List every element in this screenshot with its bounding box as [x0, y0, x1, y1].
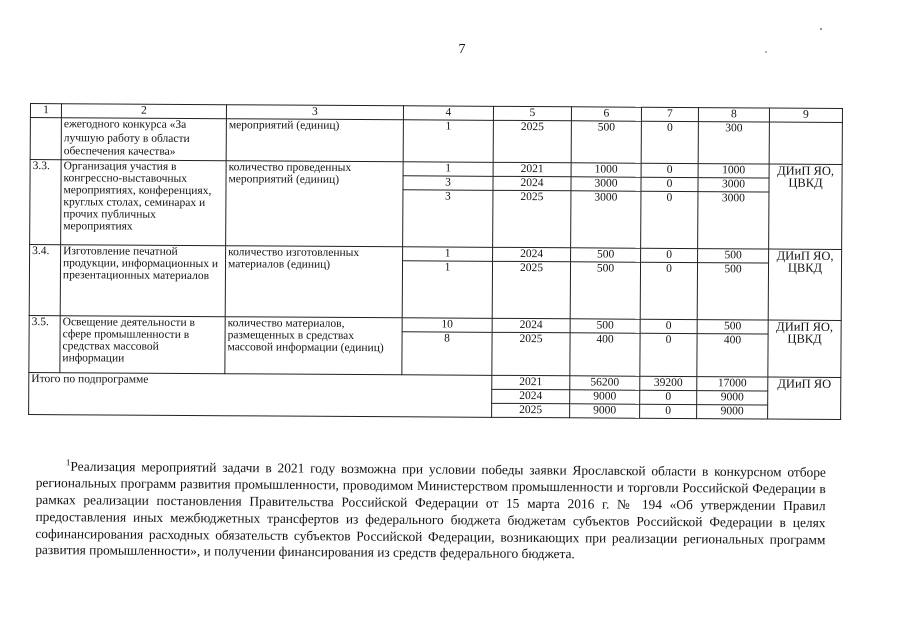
row-number: 3.4.: [29, 244, 60, 315]
total-cell: 3000: [571, 190, 641, 247]
scan-speck: [820, 28, 822, 30]
quantity-cell: 1: [403, 161, 493, 176]
regional-cell: 500: [697, 319, 768, 333]
federal-cell: 0: [641, 191, 698, 248]
table-row: [30, 118, 842, 164]
indicator-name: количество материалов, размещенных в средствах массовой информации (единиц): [225, 316, 402, 374]
activity-name: Изготовление печатной продукции, информационных и презентационных материалов: [60, 244, 225, 316]
footnote: [35, 454, 826, 565]
column-header: 1: [30, 104, 61, 118]
quantity-cell: 3: [403, 189, 493, 247]
column-header: 5: [493, 106, 571, 120]
total-label: Итого по подпрограмме: [29, 372, 492, 417]
footnote-marker: 1: [65, 457, 71, 468]
column-header: 4: [403, 106, 493, 121]
total-cell: 500: [570, 318, 640, 332]
responsible-cell: ДИиП ЯО: [768, 377, 841, 419]
year-cell: 2024: [493, 176, 571, 190]
year-cell: 2025: [492, 261, 570, 318]
total-cell: 56200: [570, 375, 640, 389]
quantity-cell: 10: [402, 317, 492, 332]
responsible-cell: ДИиП ЯО, ЦВКД: [768, 320, 841, 377]
regional-cell: 9000: [697, 390, 768, 404]
year-cell: 2025: [492, 403, 570, 417]
regional-cell: 1000: [698, 163, 769, 177]
footnote-text: Реализация мероприятий задачи в 2021 году возможна при условии победы заявки Ярославской области в конкурсном отборе региональных программ развития промышленности, проводимом Министерством промышленности и торговли Российской Федерации в рамках реализации постановления Правительства Российской Федерации от 15 марта 2016 г. № 194 «Об утверждении Правил предоставления иных межбюджетных трансфертов из федерального бюджета бюджетам субъектов Российской Федерации в целях софинансирования расходных обязательств субъектов Российской Федерации, возникающих при реализации региональных программ развития промышленности», и получении финансирования из средств федерального бюджета.: [35, 458, 826, 562]
column-header: 8: [698, 108, 769, 122]
total-cell: 500: [570, 261, 640, 318]
regional-cell: 300: [698, 122, 769, 164]
column-header: 3: [226, 105, 403, 120]
total-cell: 3000: [571, 176, 641, 190]
quantity-cell: 1: [403, 246, 493, 261]
year-cell: 2024: [492, 389, 570, 403]
quantity-cell: 1: [403, 120, 493, 162]
quantity-cell: 1: [402, 260, 492, 318]
total-cell: 9000: [570, 389, 640, 403]
year-cell: 2024: [492, 318, 570, 332]
year-cell: 2025: [493, 190, 571, 247]
responsible-cell: ДИиП ЯО, ЦВКД: [769, 164, 843, 249]
regional-cell: 3000: [698, 191, 769, 248]
year-cell: 2025: [493, 120, 571, 162]
regional-cell: 400: [697, 333, 768, 376]
total-cell: 1000: [571, 162, 641, 176]
indicator-name: количество проведенных мероприятий (единиц): [226, 160, 404, 246]
subprogram-table: [28, 103, 843, 419]
quantity-cell: 3: [403, 175, 493, 190]
federal-cell: 0: [640, 319, 697, 333]
federal-cell: 39200: [640, 376, 697, 390]
year-cell: 2021: [493, 162, 571, 176]
page-number: 7: [458, 42, 466, 57]
regional-cell: 9000: [697, 404, 768, 418]
column-header: 6: [571, 107, 641, 121]
total-cell: 500: [571, 247, 641, 261]
responsible-cell: [769, 122, 842, 164]
federal-cell: 0: [640, 404, 697, 418]
federal-cell: 0: [641, 163, 698, 177]
activity-name: Организация участия в конгрессно-выставочных мероприятиях, конференциях, круглых столах, семинарах и прочих публичных мероприятиях: [61, 159, 227, 245]
federal-cell: 0: [641, 248, 698, 262]
indicator-name: мероприятий (единиц): [226, 119, 403, 162]
year-cell: 2024: [493, 247, 571, 261]
indicator-name: количество изготовленных материалов (единиц): [225, 245, 402, 317]
federal-cell: 0: [640, 333, 697, 376]
row-number: [30, 118, 61, 160]
activity-name: ежегодного конкурса «За лучшую работу в области обеспечения качества»: [61, 118, 226, 161]
year-cell: 2021: [492, 375, 570, 389]
column-header: 7: [641, 107, 698, 121]
year-cell: 2025: [492, 332, 570, 375]
regional-cell: 500: [698, 248, 769, 262]
responsible-cell: ДИиП ЯО, ЦВКД: [768, 249, 841, 320]
federal-cell: 0: [641, 121, 698, 163]
row-number: 3.3.: [30, 159, 62, 244]
federal-cell: 0: [640, 262, 697, 319]
total-cell: 400: [570, 332, 640, 375]
regional-cell: 500: [697, 262, 768, 319]
total-cell: 500: [571, 121, 641, 163]
regional-cell: 17000: [697, 376, 768, 390]
total-cell: 9000: [570, 403, 640, 417]
federal-cell: 0: [641, 177, 698, 191]
column-header: 9: [769, 108, 842, 122]
scan-speck: [765, 51, 767, 53]
activity-name: Освещение деятельности в сфере промышленности в средствах массовой информации: [60, 315, 225, 373]
federal-cell: 0: [640, 390, 697, 404]
column-header: 2: [61, 104, 226, 119]
quantity-cell: 8: [402, 331, 492, 375]
regional-cell: 3000: [698, 177, 769, 191]
row-number: 3.5.: [29, 315, 60, 372]
